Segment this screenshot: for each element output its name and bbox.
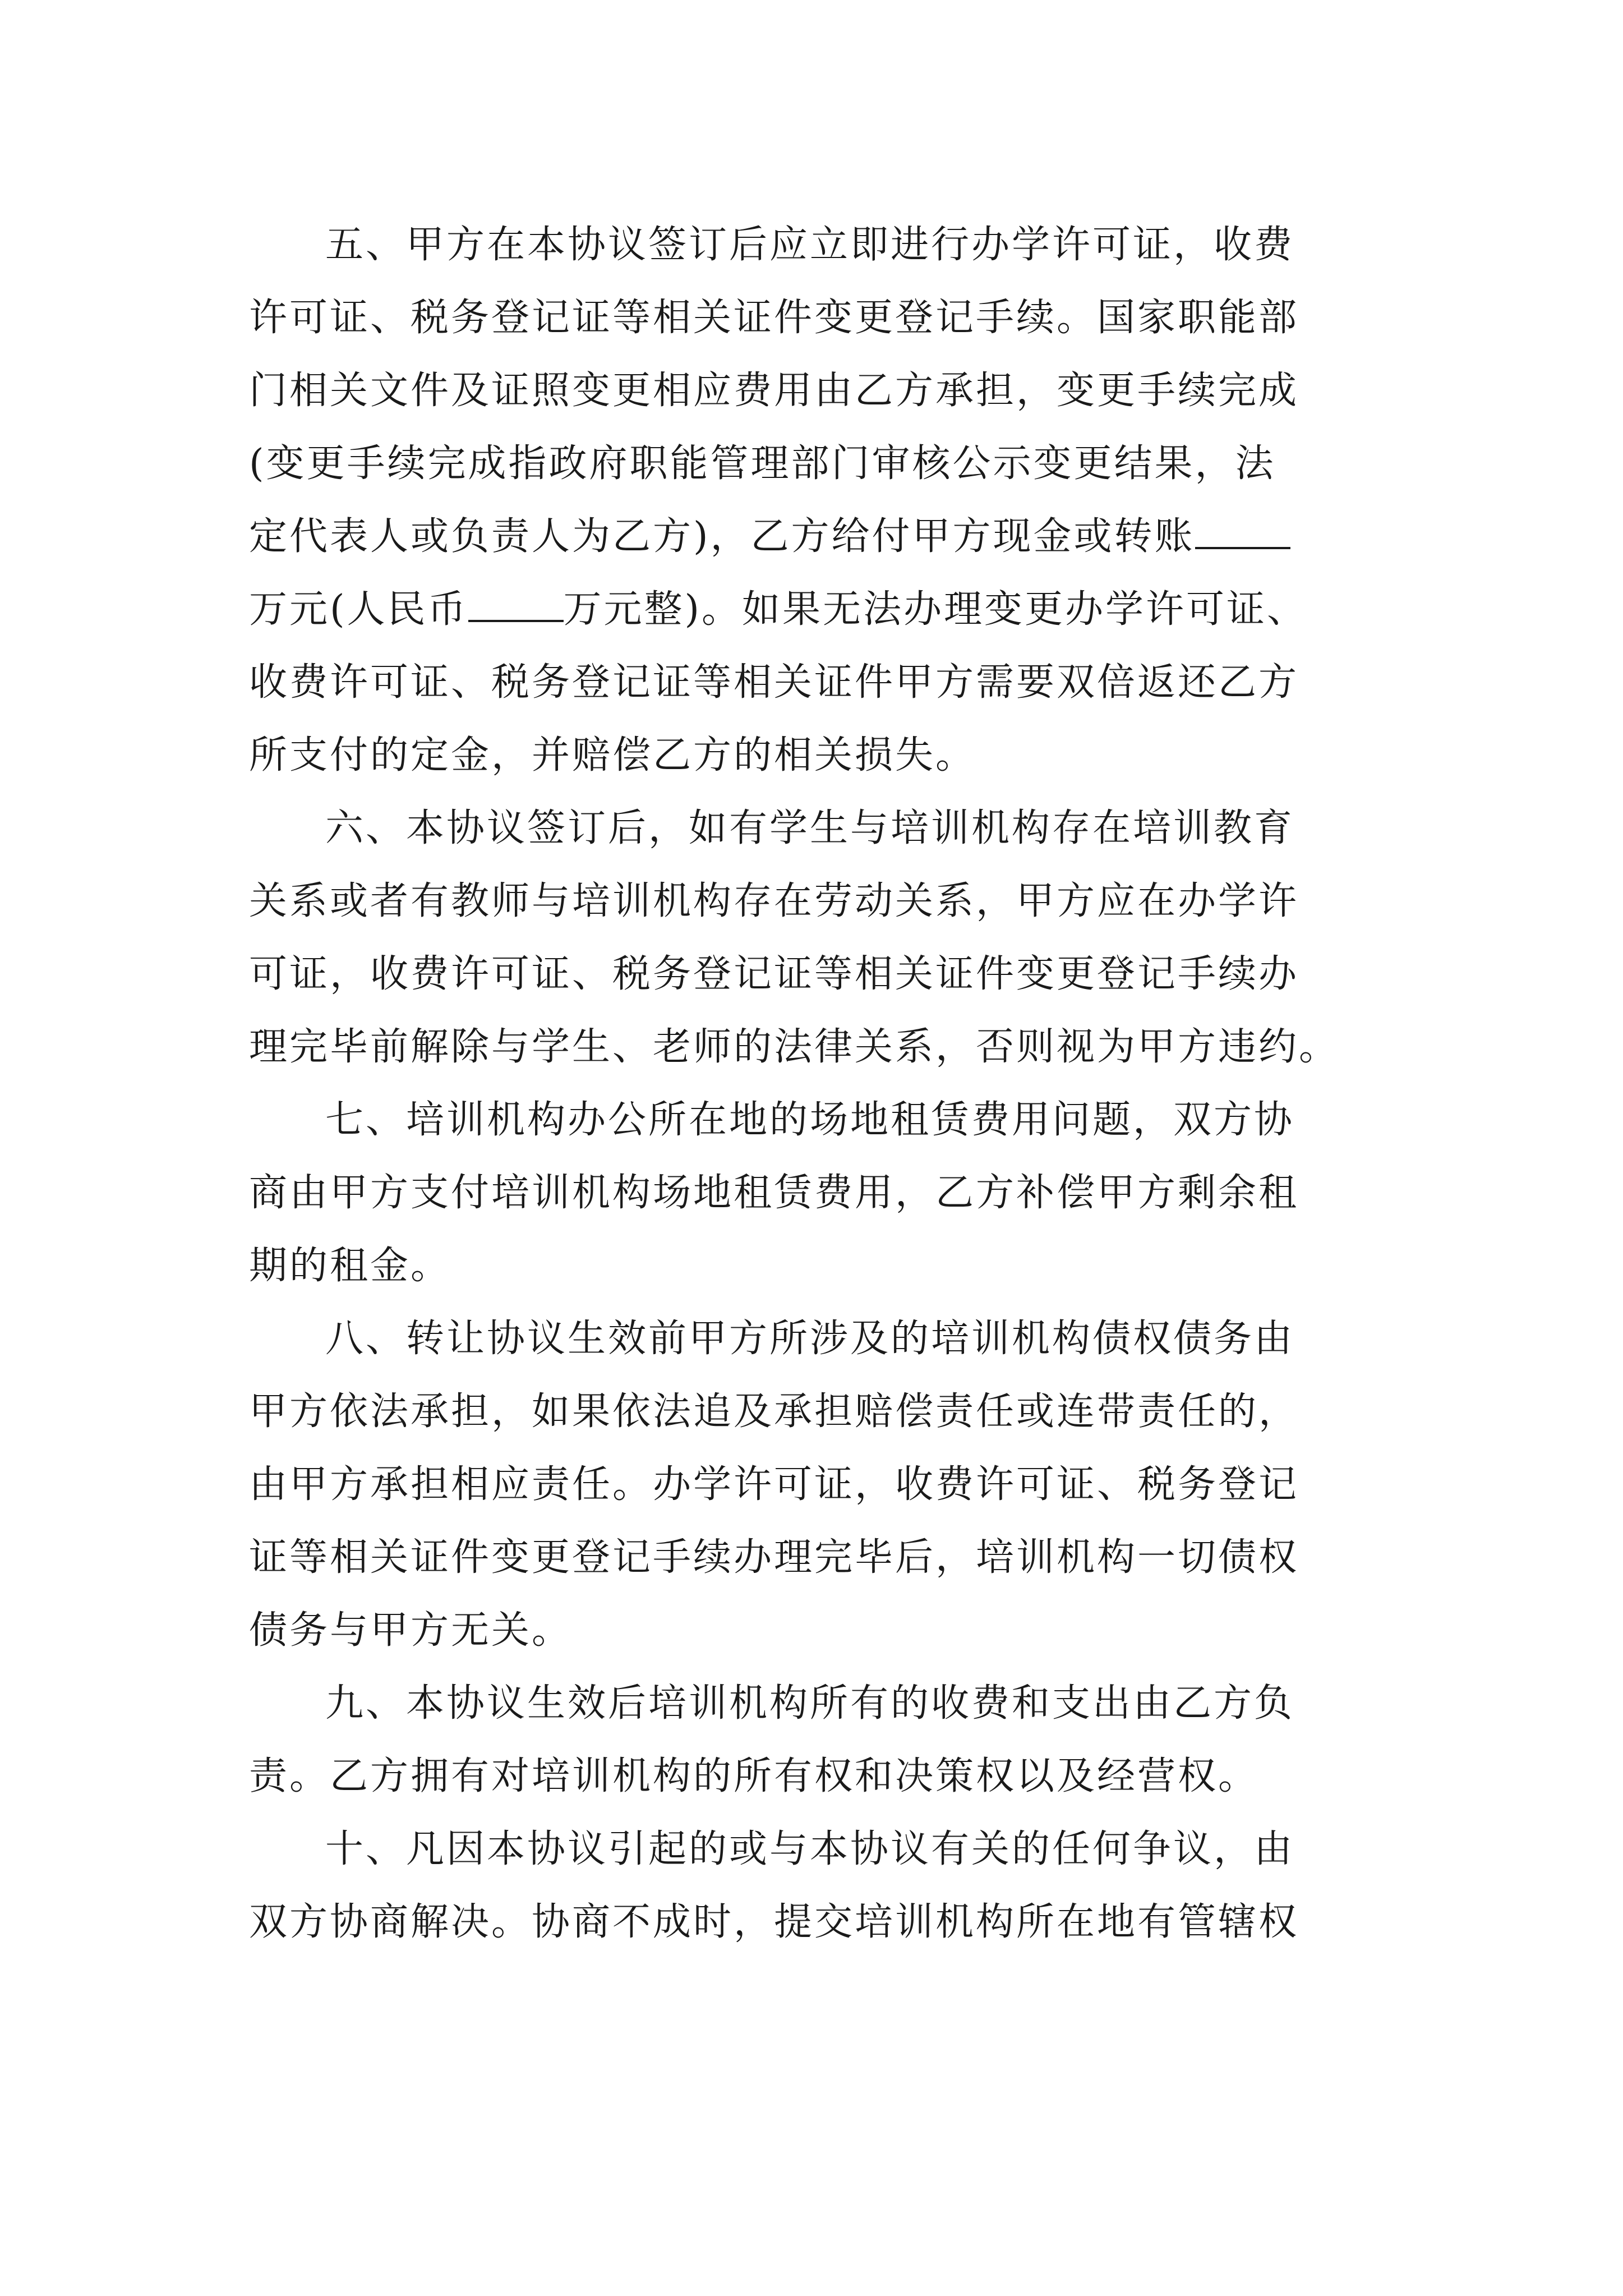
text-line: 七、培训机构办公所在地的场地租赁费用问题，双方协 bbox=[325, 1098, 1295, 1142]
text-line: 所支付的定金，并赔偿乙方的相关损失。 bbox=[249, 733, 976, 777]
text-line: 证等相关证件变更登记手续办理完毕后，培训机构一切债权 bbox=[249, 1535, 1299, 1580]
text-line: 六、本协议签订后，如有学生与培训机构存在培训教育 bbox=[325, 806, 1295, 850]
clause-6-paragraph bbox=[249, 792, 1393, 1084]
text-line-with-blank bbox=[249, 573, 1393, 646]
text-line: 甲方依法承担，如果依法追及承担赔偿责任或连带责任的， bbox=[249, 1389, 1299, 1434]
text-line: 由甲方承担相应责任。办学许可证，收费许可证、税务登记 bbox=[249, 1462, 1299, 1507]
amount-blank[interactable] bbox=[1195, 513, 1290, 549]
text-line: 双方协商解决。协商不成时，提交培训机构所在地有管辖权 bbox=[249, 1900, 1299, 1944]
text-line: 期的租金。 bbox=[249, 1244, 451, 1288]
clause-10-paragraph bbox=[249, 1813, 1393, 1959]
text-line-with-blank bbox=[249, 500, 1393, 573]
clause-5-paragraph bbox=[249, 209, 1393, 792]
text-line: 门相关文件及证照变更相应费用由乙方承担，变更手续完成 bbox=[249, 369, 1299, 413]
text-line: 许可证、税务登记证等相关证件变更登记手续。国家职能部 bbox=[249, 296, 1299, 340]
text-line: 九、本协议生效后培训机构所有的收费和支出由乙方负 bbox=[325, 1681, 1295, 1726]
clause-7-paragraph bbox=[249, 1084, 1393, 1303]
text-line: 可证，收费许可证、税务登记证等相关证件变更登记手续办 bbox=[249, 952, 1299, 996]
text-line: (变更手续完成指政府职能管理部门审核公示变更结果，法 bbox=[249, 441, 1276, 486]
rmb-amount-blank[interactable] bbox=[468, 586, 564, 622]
text-line: 十、凡因本协议引起的或与本协议有关的任何争议，由 bbox=[325, 1827, 1295, 1871]
text-line: 商由甲方支付培训机构场地租赁费用，乙方补偿甲方剩余租 bbox=[249, 1171, 1299, 1215]
text-line: 八、转让协议生效前甲方所涉及的培训机构债权债务由 bbox=[325, 1317, 1295, 1361]
text-line: 债务与甲方无关。 bbox=[249, 1608, 573, 1653]
text-line: 关系或者有教师与培训机构存在劳动关系，甲方应在办学许 bbox=[249, 879, 1299, 923]
text-fragment: 万元(人民币 bbox=[249, 587, 468, 632]
text-line: 理完毕前解除与学生、老师的法律关系，否则视为甲方违约。 bbox=[249, 1025, 1340, 1069]
clause-8-paragraph bbox=[249, 1303, 1393, 1667]
document-body bbox=[249, 209, 1393, 1959]
text-line: 责。乙方拥有对培训机构的所有权和决策权以及经营权。 bbox=[249, 1754, 1259, 1798]
text-fragment: 定代表人或负责人为乙方)，乙方给付甲方现金或转账 bbox=[249, 514, 1195, 559]
clause-9-paragraph bbox=[249, 1667, 1393, 1813]
text-line: 五、甲方在本协议签订后应立即进行办学许可证，收费 bbox=[325, 223, 1295, 267]
text-line: 收费许可证、税务登记证等相关证件甲方需要双倍返还乙方 bbox=[249, 660, 1299, 705]
text-fragment: 万元整)。如果无法办理变更办学许可证、 bbox=[563, 587, 1308, 632]
